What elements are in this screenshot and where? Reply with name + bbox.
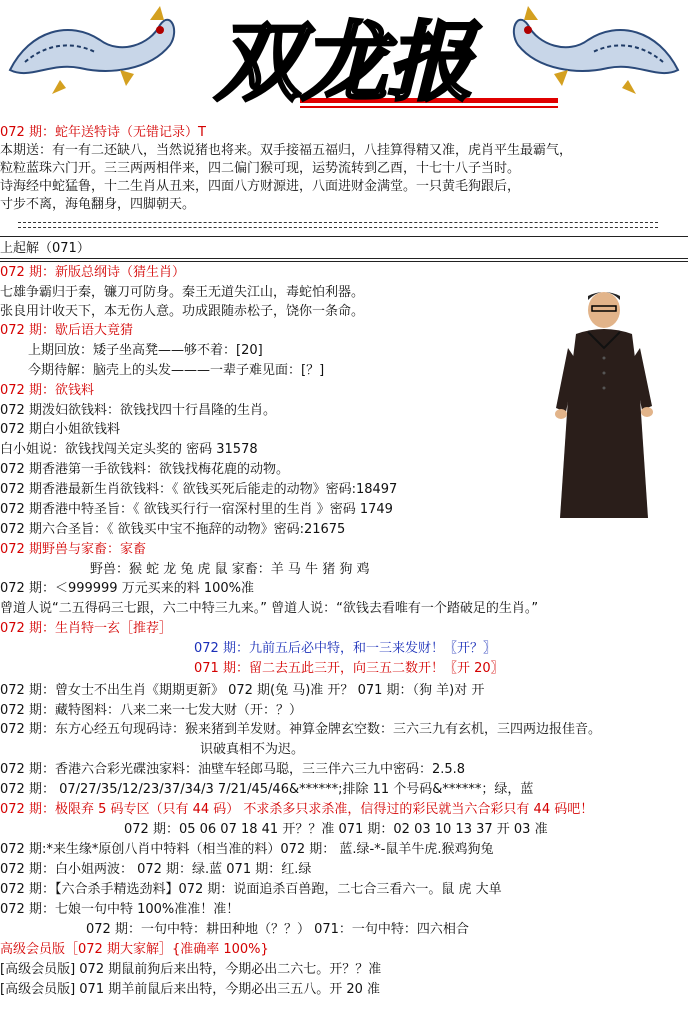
text-line: 072 期：05 06 07 18 41 开？？准 071 期：02 03 10 13 37 开 03 准 [124, 822, 548, 837]
text-line: [高级会员版] 071 期羊前鼠后来出特，今期必出三五八。开 20 准 [0, 982, 381, 997]
text-line: 诗海经中蛇猛鲁，十二生肖从丑来，四面八方财源进，八面进财金满堂。一只黄毛狗跟后， [0, 179, 521, 194]
text-line: 白小姐说：欲钱找闯关定头奖的 密码 31578 [0, 442, 258, 457]
text-line: 072 期：七娘一句中特 100%准准！准！ [0, 902, 240, 917]
text-line: 072 期：曾女士不出生肖《期期更新》 072 期(兔 马)准 开？ 071 期：（狗 羊)对 开 [0, 683, 485, 698]
text-line: 072 期：新版总纲诗（猜生肖） [0, 265, 185, 280]
equals-divider [18, 222, 658, 228]
text-line: 今期待解：脑壳上的头发———一辈子难见面：[？] [28, 363, 325, 378]
text-line: 072 期白小姐欲钱料 [0, 422, 120, 437]
text-line: 072 期： 07/27/35/12/23/37/34/3 7/21/45/46&******;排除 11 个号码&******；绿，蓝 [0, 782, 534, 797]
text-line: 072 期：香港六合彩光碟浊家料：油壁车轻郎马聪，三三伴六三九中密码：2.5.8 [0, 762, 466, 777]
page-title: 双龙报 [215, 12, 473, 113]
text-line: 072 期：欲钱料 [0, 383, 94, 398]
text-line: 曾道人说“二五得码三七跟，六二中特三九来。” 曾道人说：“欲钱去看唯有一个踏破足的生肖。” [0, 601, 539, 616]
header-banner [0, 0, 688, 118]
text-line: 野兽：猴 蛇 龙 兔 虎 鼠 家畜：羊 马 牛 猪 狗 鸡 [90, 562, 370, 577]
text-line: 072 期：东方心经五句现码诗：猴来猪到羊发财。神算金牌玄空数：三六三九有玄机，三四两边报佳音。 [0, 722, 601, 737]
text-line: 072 期香港中特圣旨：《 欲钱买行行一宿深村里的生肖 》密码 1749 [0, 502, 393, 517]
text-line: [高级会员版] 072 期鼠前狗后来出特，今期必出二六七。开？？准 [0, 962, 382, 977]
text-line: 072 期：歇后语大竟猜 [0, 323, 133, 338]
text-line: 071 期：留二去五此三开，向三五二数开！〖开 20〗 [194, 661, 504, 676]
text-line: 寸步不离，海龟翻身，四脚朝天。 [0, 197, 196, 212]
standing-man-image [548, 288, 660, 520]
text-line: 072 期：生肖特一玄［推荐］ [0, 621, 172, 636]
text-line: 072 期泼妇欲钱料：欲钱找四十行昌隆的生肖。 [0, 403, 276, 418]
text-line: 072 期：【六合杀手精选劲料】072 期：说面追杀百兽跑，二七合三看六一。鼠 虎 大单 [0, 882, 502, 897]
text-line: 072 期：九前五后必中特，和一三来发财！〖开？〗 [194, 641, 496, 656]
divider [0, 258, 688, 259]
text-line: 识破真相不为迟。 [200, 742, 305, 757]
text-line: 072 期：＜999999 万元买来的料 100%准 [0, 581, 255, 596]
text-line: 上期回放：矮子坐高凳——够不着：[20] [28, 343, 263, 358]
text-line: 072 期:*来生缘*原创八肖中特料（相当准的料）072 期： 蓝.绿-*-鼠羊牛虎.猴鸡狗兔 [0, 842, 494, 857]
text-line: 072 期：一句中特：耕田种地（？？） 071：一句中特：四六相合 [86, 922, 469, 937]
text-line: 072 期六合圣旨：《 欲钱买中宝不拖辞的动物》密码:21675 [0, 522, 346, 537]
text-line: 张良用计收天下，本无伤人意。功成跟随赤松子，饶你一条命。 [0, 304, 365, 319]
text-line: 七雄争霸归于秦，镰刀可防身。秦王无道失江山，毒蛇怕利器。 [0, 285, 365, 300]
left-dragon-icon [10, 6, 174, 94]
right-dragon-icon [514, 6, 678, 94]
text-line: 072 期香港最新生肖欲钱料：《 欲钱买死后能走的动物》密码:18497 [0, 482, 398, 497]
text-line: 072 期野兽与家畜：家畜 [0, 542, 146, 557]
text-line: 072 期：藏特图料：八来二来一七发大财（开：？） [0, 703, 302, 718]
divider [0, 261, 688, 262]
divider [0, 236, 688, 237]
text-line: 072 期：极限弃 5 码专区（只有 44 码） 不求杀多只求杀准，信得过的彩民就当六合彩只有 44 码吧！ [0, 802, 594, 817]
text-line: 本期送：有一有二还缺八，当然说猪也将来。双手接福五福归，八挂算得精又准，虎肖平生最霸气， [0, 143, 573, 158]
text-line: 粒粒蓝珠六门开。三三两两相伴来，四二偏门猴可现，运势流转到乙酉，十七十八子当时。 [0, 161, 521, 176]
text-line: 072 期香港第一手欲钱料：欲钱找梅花鹿的动物。 [0, 462, 289, 477]
text-line: 072 期：白小姐两波： 072 期：绿.蓝 071 期：红.绿 [0, 862, 312, 877]
text-line: 上起解（071） [0, 241, 90, 256]
text-line: 高级会员版［072 期大家解］{准确率 100%} [0, 942, 269, 957]
text-line: 072 期：蛇年送特诗（无错记录）T [0, 125, 206, 140]
